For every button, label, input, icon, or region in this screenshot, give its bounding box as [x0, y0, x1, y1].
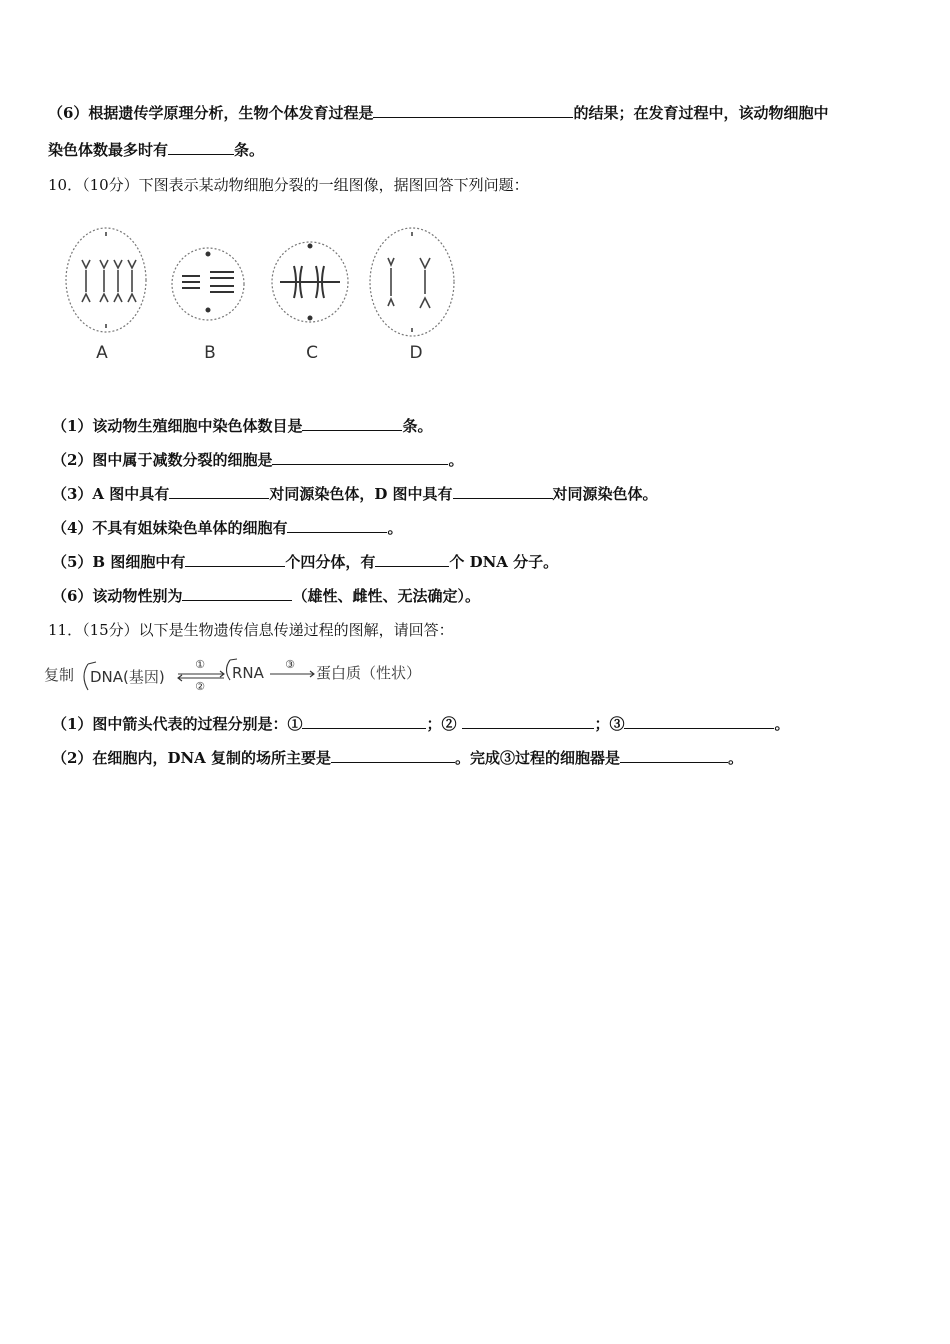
- q10-part4-blank[interactable]: [287, 518, 387, 533]
- q9-part6-line1: [48, 103, 828, 123]
- q10-part5-blank-1[interactable]: [185, 552, 285, 567]
- q10-stem-text: 10．（10分）下图表示某动物细胞分裂的一组图像，据图回答下列问题：: [48, 176, 529, 194]
- q11-part1: [52, 714, 790, 734]
- q11-part2-blank-2[interactable]: [620, 748, 728, 763]
- flow-circle-1: ①: [195, 658, 205, 671]
- q10-part4-text-a: （4）不具有姐妹染色单体的细胞有: [52, 519, 288, 537]
- flow-replicate-loop-dna: [84, 664, 88, 690]
- q11-part1-text-d: 。: [774, 715, 790, 733]
- q11-stem: [48, 620, 454, 640]
- flow-dna-label: DNA(基因): [90, 668, 165, 686]
- q10-part6-blank[interactable]: [182, 586, 292, 601]
- flow-replicate-loop-rna: [227, 660, 231, 680]
- q11-part2-text-a: （2）在细胞内，DNA 复制的场所主要是: [52, 749, 332, 767]
- q10-stem: [48, 175, 529, 195]
- q9-part6-blank-2[interactable]: [168, 140, 234, 155]
- cell-a-outline: [66, 228, 146, 332]
- q10-part2-text-b: 。: [448, 451, 464, 469]
- cell-b-chromosomes: [182, 253, 234, 312]
- q9-part6-text-c: 染色体数最多时有: [48, 141, 169, 159]
- q10-part2: [52, 450, 463, 470]
- q11-part2-text-c: 。: [728, 749, 744, 767]
- q10-part5-text-a: （5）B 图细胞中有: [52, 553, 186, 571]
- q11-part1-blank-2[interactable]: [462, 714, 594, 729]
- flow-replicate-arrow-rna: [230, 659, 237, 660]
- q10-part3: [52, 484, 658, 504]
- label-a: A: [96, 343, 108, 363]
- q10-part6-text-a: （6）该动物性别为: [52, 587, 183, 605]
- cell-a-chromosomes: [82, 232, 136, 328]
- cell-division-figure: [58, 222, 468, 372]
- q10-part5-text-c: 个 DNA 分子。: [449, 553, 559, 571]
- q9-part6-text-d: 条。: [234, 141, 265, 159]
- flow-replicate-arrow-dna: [88, 662, 96, 664]
- central-dogma-diagram: [44, 656, 444, 696]
- flow-circle-3: ③: [285, 658, 295, 671]
- q10-part3-text-b: 对同源染色体，D 图中具有: [269, 485, 453, 503]
- q9-part6-line2: [48, 140, 264, 160]
- q10-part4-text-b: 。: [387, 519, 403, 537]
- cell-d-outline: [370, 228, 454, 336]
- q10-part5-text-b: 个四分体，有: [285, 553, 376, 571]
- flow-rna-label: RNA: [232, 664, 264, 682]
- q10-part4: [52, 518, 402, 538]
- q11-part1-blank-3[interactable]: [624, 714, 774, 729]
- q10-part6-text-b: （雄性、雌性、无法确定）。: [292, 587, 480, 605]
- label-c: C: [306, 343, 318, 363]
- q10-part3-text-c: 对同源染色体。: [552, 485, 658, 503]
- q11-part2-blank-1[interactable]: [331, 748, 455, 763]
- label-d: D: [409, 343, 423, 363]
- q10-part3-blank-2[interactable]: [453, 484, 553, 499]
- q10-part1: [52, 416, 432, 436]
- q11-part2: [52, 748, 743, 768]
- q10-part2-text-a: （2）图中属于减数分裂的细胞是: [52, 451, 273, 469]
- q9-part6-text-b: 的结果；在发育过程中，该动物细胞中: [573, 104, 829, 122]
- q9-part6-text-a: （6）根据遗传学原理分析，生物个体发育过程是: [48, 104, 374, 122]
- q11-part2-text-b: 。完成③过程的细胞器是: [455, 749, 621, 767]
- cell-c-chromosomes: [280, 245, 340, 320]
- q11-part1-blank-1[interactable]: [302, 714, 426, 729]
- q11-part1-text-a: （1）图中箭头代表的过程分别是：①: [52, 715, 303, 733]
- q10-part3-text-a: （3）A 图中具有: [52, 485, 170, 503]
- label-b: B: [204, 343, 216, 363]
- q10-part1-text-a: （1）该动物生殖细胞中染色体数目是: [52, 417, 303, 435]
- q10-part5: [52, 552, 558, 572]
- cell-d-chromosomes: [388, 232, 430, 332]
- q11-part1-text-c: ；③: [594, 715, 625, 733]
- q10-part5-blank-2[interactable]: [375, 552, 449, 567]
- q10-part1-blank[interactable]: [302, 416, 402, 431]
- q11-stem-text: 11．（15分）以下是生物遗传信息传递过程的图解，请回答：: [48, 621, 454, 639]
- flow-protein-label: 蛋白质（性状）: [316, 664, 422, 682]
- q10-part2-blank[interactable]: [272, 450, 448, 465]
- q10-part1-text-b: 条。: [402, 417, 433, 435]
- flow-circle-2: ②: [195, 680, 205, 693]
- q10-part6: [52, 586, 480, 606]
- q11-part1-text-b: ；②: [426, 715, 457, 733]
- q9-part6-blank-1[interactable]: [373, 103, 573, 118]
- q10-part3-blank-1[interactable]: [169, 484, 269, 499]
- flow-replicate-label: 复制: [44, 666, 75, 684]
